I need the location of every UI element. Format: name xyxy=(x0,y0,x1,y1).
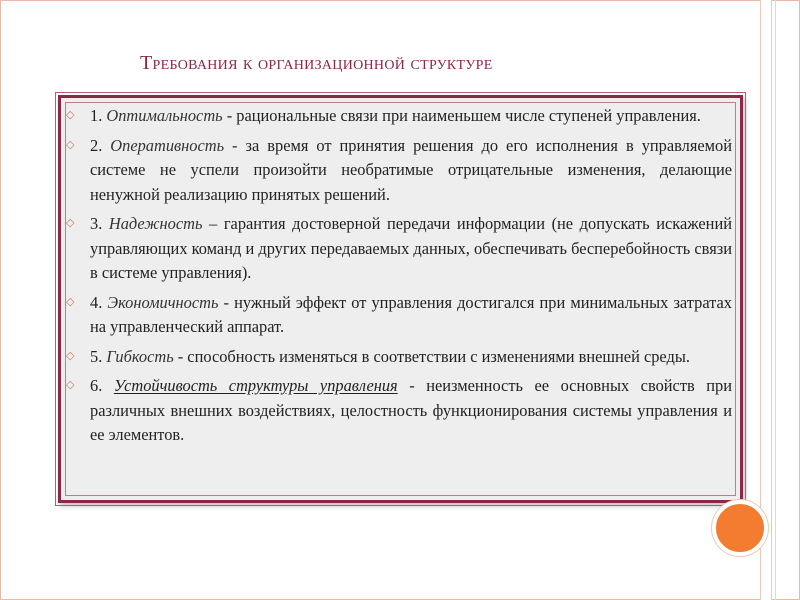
item-term: Экономичность xyxy=(107,292,219,312)
list-item xyxy=(66,134,732,208)
slide-title: Требования к организационной структуре xyxy=(140,52,493,74)
item-term: Устойчивость структуры управления xyxy=(113,376,398,395)
item-term: Гибкость xyxy=(106,346,174,366)
list-item xyxy=(66,104,732,129)
decorative-orange-circle xyxy=(712,500,768,556)
item-text: – гарантия достоверной передачи информации (не допускать искажений управляющих команд и других передаваемых данных, обеспечивать бесперебойность связи в системе управления). xyxy=(90,214,732,282)
list-item xyxy=(66,291,732,340)
item-number: 2. xyxy=(90,135,111,155)
item-term: Оптимальность xyxy=(106,106,223,125)
diamond-bullet-icon: ◇ xyxy=(66,349,75,362)
item-number: 1. xyxy=(90,106,107,125)
item-term: Оперативность xyxy=(110,135,225,155)
list-item xyxy=(66,212,732,286)
item-term: Надежность xyxy=(108,214,203,233)
item-number: 5. xyxy=(90,346,107,366)
diamond-bullet-icon: ◇ xyxy=(66,109,75,121)
item-text: - нужный эффект от управления достигался при минимальных затратах на управленческий аппарат. xyxy=(90,292,733,336)
list-item xyxy=(66,345,732,370)
item-number: 4. xyxy=(90,292,108,312)
item-text: - способность изменяться в соответствии с изменениями внешней среды. xyxy=(173,346,690,366)
diamond-bullet-icon: ◇ xyxy=(66,379,75,391)
item-text: - рациональные связи при наименьшем числе ступеней управления. xyxy=(222,106,701,125)
diamond-bullet-icon: ◇ xyxy=(66,295,75,308)
item-number: 6. xyxy=(90,376,114,395)
list-item xyxy=(66,374,732,448)
diamond-bullet-icon: ◇ xyxy=(66,217,75,229)
diamond-bullet-icon: ◇ xyxy=(66,138,75,151)
decorative-right-line xyxy=(775,0,776,600)
item-text: - за время от принятия решения до его исполнения в управляемой системе не успели произойти необратимые отрицательные изменения, делающие ненужной реализацию принятых решений. xyxy=(90,135,732,204)
item-number: 3. xyxy=(90,214,109,233)
requirements-list xyxy=(66,104,732,453)
item-text: - неизменность ее основных свойств при различных внешних воздействиях, целостность функционирования системы управления и ее элементов. xyxy=(90,376,732,444)
